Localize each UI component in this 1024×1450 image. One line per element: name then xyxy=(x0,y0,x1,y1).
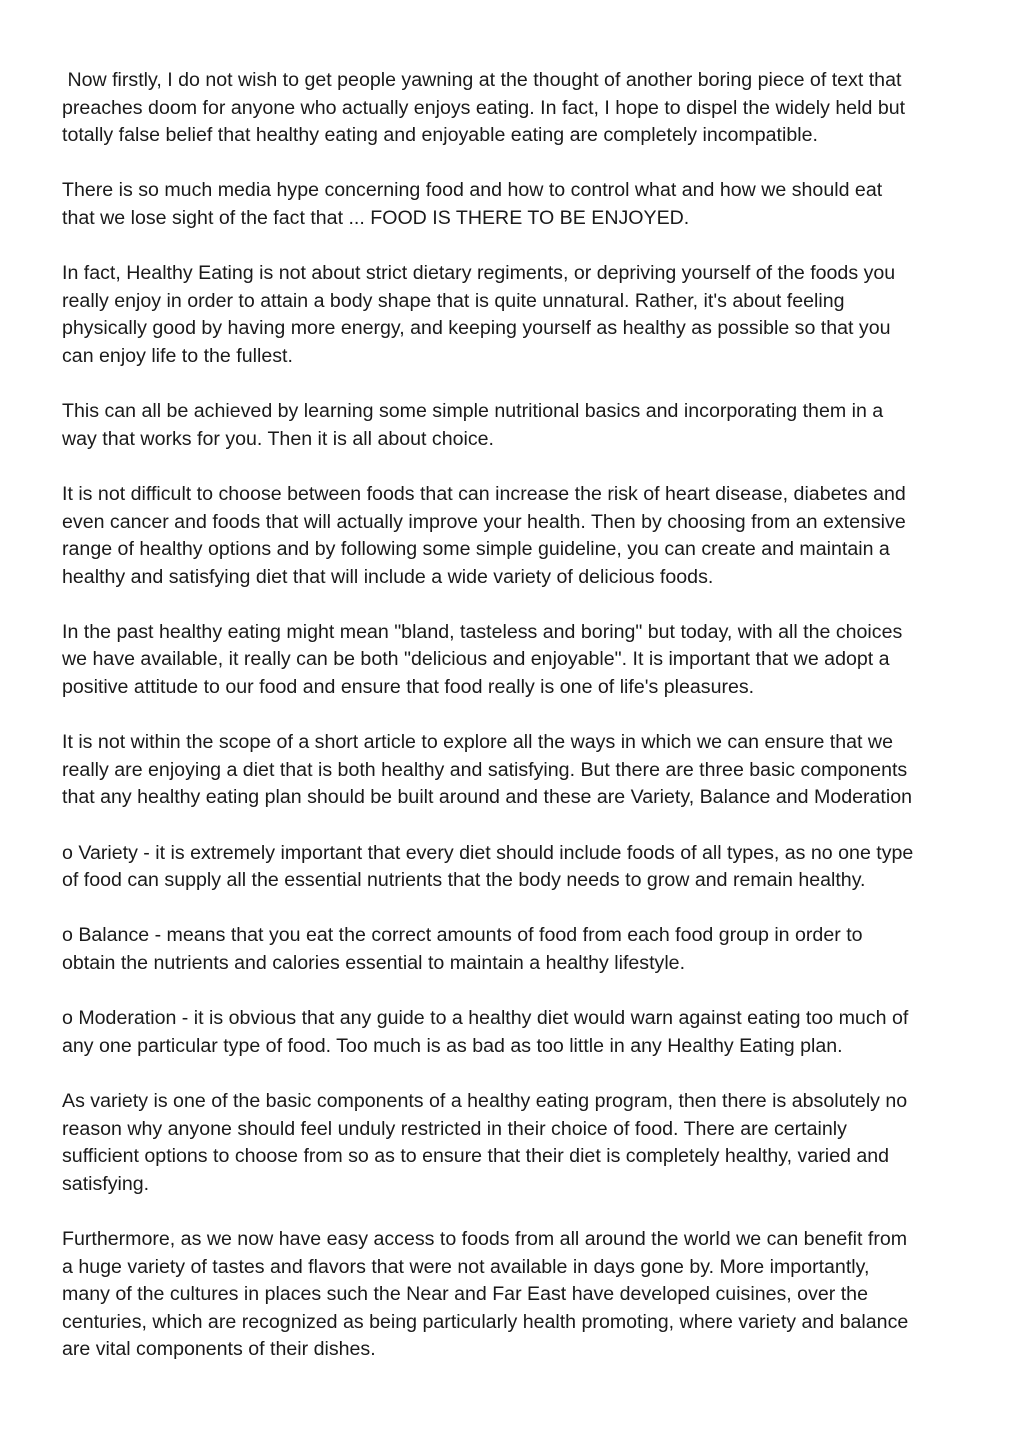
text-line: sufficient options to choose from so as to ensure that their diet is completely healthy, varied and xyxy=(62,1145,890,1168)
text-line: many of the cultures in places such the Near and Far East have developed cuisines, over the xyxy=(62,1283,868,1306)
text-line: centuries, which are recognized as being particularly health promoting, where variety and balance xyxy=(62,1310,909,1333)
text-line: even cancer and foods that will actually improve your health. Then by choosing from an extensive xyxy=(62,510,906,533)
paragraph-intro xyxy=(62,67,962,150)
text-line: any one particular type of food. Too much is as bad as too little in any Healthy Eating plan. xyxy=(62,1034,843,1057)
text-line: really enjoy in order to attain a body shape that is quite unnatural. Rather, it's about feeling xyxy=(62,289,845,312)
text-line: satisfying. xyxy=(62,1172,150,1195)
paragraph-variety-options xyxy=(62,1088,962,1198)
paragraph-media-hype xyxy=(62,177,962,232)
text-line: o Balance - means that you eat the correct amounts of food from each food group in order to xyxy=(62,924,863,947)
paragraph-choosing-foods xyxy=(62,481,962,591)
text-line: obtain the nutrients and calories essential to maintain a healthy lifestyle. xyxy=(62,952,686,974)
text-line: preaches doom for anyone who actually enjoys eating. In fact, I hope to dispel the widely held but xyxy=(62,96,906,119)
text-line: This can all be achieved by learning some simple nutritional basics and incorporating them in a xyxy=(62,400,884,423)
list-item-moderation xyxy=(62,1005,962,1060)
text-line: way that works for you. Then it is all about choice. xyxy=(62,427,494,450)
text-line: In fact, Healthy Eating is not about strict dietary regiments, or depriving yourself of the foods you xyxy=(62,262,896,285)
text-line: are vital components of their dishes. xyxy=(62,1338,376,1361)
paragraph-healthy-eating-definition xyxy=(62,260,962,370)
text-line: physically good by having more energy, and keeping yourself as healthy as possible so that you xyxy=(62,317,891,340)
text-line: Furthermore, as we now have easy access to foods from all around the world we can benefit from xyxy=(62,1227,908,1250)
text-line: of food can supply all the essential nutrients that the body needs to grow and remain healthy. xyxy=(62,869,866,892)
paragraph-three-components xyxy=(62,729,962,812)
text-line: o Moderation - it is obvious that any guide to a healthy diet would warn against eating too much of xyxy=(62,1007,909,1030)
paragraph-past-vs-today xyxy=(62,619,962,702)
text-line: we have available, it really can be both "delicious and enjoyable". It is important that we adopt a xyxy=(62,648,890,671)
text-line: a huge variety of tastes and flavors that were not available in days gone by. More importantly, xyxy=(62,1255,870,1278)
text-line: reason why anyone should feel unduly restricted in their choice of food. There are certainly xyxy=(62,1117,847,1140)
text-line: really are enjoying a diet that is both healthy and satisfying. But there are three basic components xyxy=(62,758,908,781)
text-line: Now firstly, I do not wish to get people yawning at the thought of another boring piece of text that xyxy=(62,69,902,91)
paragraph-nutritional-basics xyxy=(62,398,962,453)
text-line: that any healthy eating plan should be built around and these are Variety, Balance and Moderation xyxy=(62,786,913,809)
document-page xyxy=(62,67,962,1392)
text-line: healthy and satisfying diet that will include a wide variety of delicious foods. xyxy=(62,565,714,588)
text-line: As variety is one of the basic components of a healthy eating program, then there is absolutely no xyxy=(62,1089,908,1112)
text-line: totally false belief that healthy eating and enjoyable eating are completely incompatible. xyxy=(62,124,818,147)
text-line: o Variety - it is extremely important that every diet should include foods of all types, as no one type xyxy=(62,841,914,864)
text-line: range of healthy options and by following some simple guideline, you can create and maintain a xyxy=(62,538,890,561)
text-line: There is so much media hype concerning food and how to control what and how we should eat xyxy=(62,179,883,202)
text-line: It is not difficult to choose between foods that can increase the risk of heart disease, diabetes and xyxy=(62,482,906,505)
text-line: It is not within the scope of a short article to explore all the ways in which we can ensure that we xyxy=(62,731,893,754)
list-item-balance xyxy=(62,922,962,977)
list-item-variety xyxy=(62,840,962,895)
text-line: positive attitude to our food and ensure that food really is one of life's pleasures. xyxy=(62,676,755,699)
text-line: that we lose sight of the fact that ... FOOD IS THERE TO BE ENJOYED. xyxy=(62,206,690,229)
text-line: In the past healthy eating might mean "bland, tasteless and boring" but today, with all the choices xyxy=(62,620,903,643)
text-line: can enjoy life to the fullest. xyxy=(62,344,293,367)
paragraph-world-foods xyxy=(62,1226,962,1364)
